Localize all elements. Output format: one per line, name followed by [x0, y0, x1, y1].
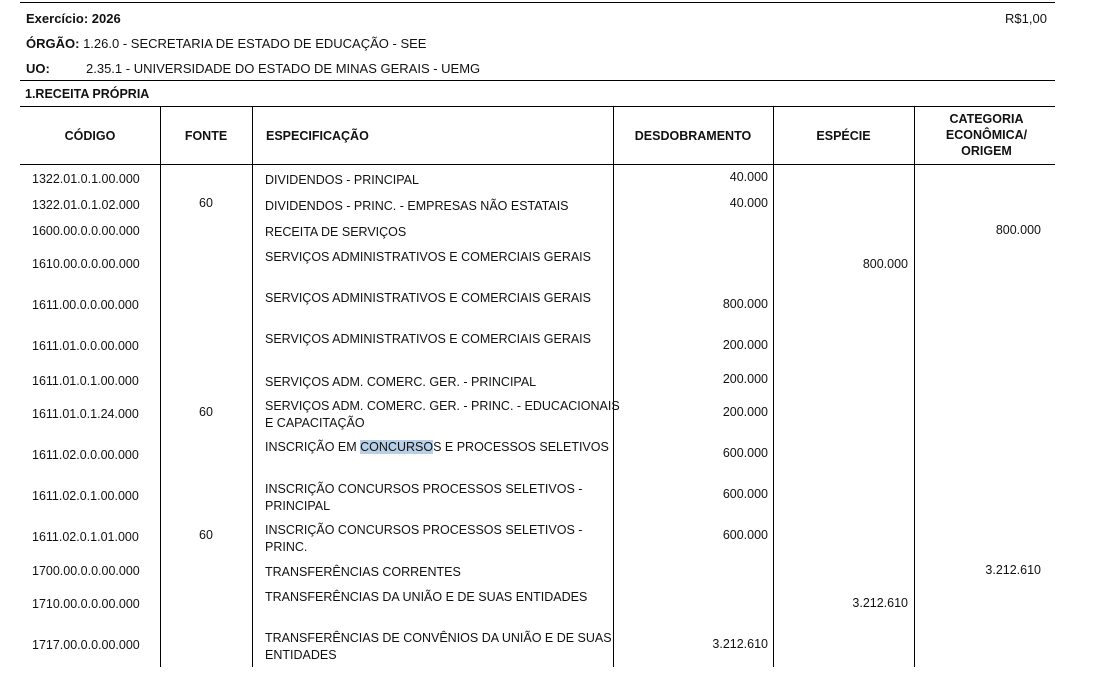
row-desdobramento: 600.000: [722, 487, 768, 501]
row-codigo: 1610.00.0.0.00.000: [32, 257, 140, 271]
row-especificacao: TRANSFERÊNCIAS CORRENTES: [265, 565, 461, 579]
row-especificacao: INSCRIÇÃO CONCURSOS PROCESSOS SELETIVOS - PRINC.: [265, 523, 583, 554]
col-codigo: CÓDIGO: [64, 129, 116, 143]
row-especificacao: INSCRIÇÃO CONCURSOS PROCESSOS SELETIVOS - PRINCIPAL: [265, 482, 583, 513]
row-codigo: 1717.00.0.0.00.000: [32, 638, 140, 652]
row-codigo: 1322.01.0.1.02.000: [32, 198, 140, 212]
row-fonte: 60: [199, 405, 213, 419]
row-codigo: 1611.02.0.1.01.000: [32, 530, 139, 544]
col-fonte: FONTE: [184, 129, 228, 143]
row-fonte: 60: [199, 528, 213, 542]
row-fonte: 60: [199, 196, 213, 210]
uo-value: 2.35.1 - UNIVERSIDADE DO ESTADO DE MINAS GERAIS - UEMG: [86, 61, 481, 76]
row-codigo: 1611.02.0.1.00.000: [32, 489, 139, 503]
spec-text-post: S E PROCESSOS SELETIVOS: [433, 440, 609, 454]
row-desdobramento: 3.212.610: [712, 637, 768, 651]
column-divider: [252, 107, 253, 667]
row-codigo: 1611.01.0.1.24.000: [32, 407, 139, 421]
row-desdobramento: 40.000: [729, 170, 768, 184]
row-especificacao: SERVIÇOS ADMINISTRATIVOS E COMERCIAIS GERAIS: [265, 250, 591, 264]
row-desdobramento: 200.000: [722, 405, 768, 419]
table-header-rule: [20, 164, 1055, 165]
top-rule: [20, 2, 1055, 3]
row-codigo: 1600.00.0.0.00.000: [32, 224, 140, 238]
row-especificacao: [265, 439, 625, 456]
row-codigo: 1611.00.0.0.00.000: [32, 298, 139, 312]
uo-line: [26, 61, 481, 76]
row-desdobramento: 600.000: [722, 528, 768, 542]
row-especie: 800.000: [862, 257, 908, 271]
row-especificacao: SERVIÇOS ADMINISTRATIVOS E COMERCIAIS GERAIS: [265, 291, 591, 305]
section-rule: [20, 80, 1055, 81]
section-title: 1.RECEITA PRÓPRIA: [25, 87, 150, 101]
row-codigo: 1611.02.0.0.00.000: [32, 448, 139, 462]
row-especificacao: TRANSFERÊNCIAS DE CONVÊNIOS DA UNIÃO E DE SUAS ENTIDADES: [265, 631, 612, 662]
uo-label: UO:: [26, 61, 50, 76]
table-top-rule: [20, 106, 1055, 107]
col-especificacao: ESPECIFICAÇÃO: [266, 129, 369, 143]
row-codigo: 1700.00.0.0.00.000: [32, 564, 140, 578]
col-categoria-line2: ECONÔMICA/: [945, 128, 1028, 142]
column-divider: [773, 107, 774, 667]
row-codigo: 1710.00.0.0.00.000: [32, 597, 140, 611]
row-desdobramento: 200.000: [722, 338, 768, 352]
row-especificacao: SERVIÇOS ADMINISTRATIVOS E COMERCIAIS GERAIS: [265, 332, 591, 346]
col-categoria: [914, 111, 1059, 159]
row-especie: 3.212.610: [852, 596, 908, 610]
row-desdobramento: 40.000: [729, 196, 768, 210]
col-especie: ESPÉCIE: [816, 129, 871, 143]
column-divider: [914, 107, 915, 667]
row-especificacao: DIVIDENDOS - PRINC. - EMPRESAS NÃO ESTATAIS: [265, 199, 569, 213]
search-highlight: CONCURSO: [360, 440, 434, 454]
col-desdobramento: DESDOBRAMENTO: [634, 129, 752, 143]
row-categoria: 800.000: [995, 223, 1041, 237]
row-desdobramento: 200.000: [722, 372, 768, 386]
orgao-value: 1.26.0 - SECRETARIA DE ESTADO DE EDUCAÇÃO - SEE: [83, 36, 427, 51]
row-desdobramento: 800.000: [722, 297, 768, 311]
row-categoria: 3.212.610: [985, 563, 1041, 577]
row-codigo: 1611.01.0.0.00.000: [32, 339, 139, 353]
row-codigo: 1611.01.0.1.00.000: [32, 374, 139, 388]
col-categoria-line1: CATEGORIA: [949, 112, 1024, 126]
spec-text-pre: INSCRIÇÃO EM: [265, 440, 361, 454]
row-especificacao: SERVIÇOS ADM. COMERC. GER. - PRINC. - EDUCACIONAIS E CAPACITAÇÃO: [265, 399, 620, 430]
row-desdobramento: 600.000: [722, 446, 768, 460]
row-codigo: 1322.01.0.1.00.000: [32, 172, 140, 186]
orgao-line: [26, 36, 426, 51]
currency-unit: R$1,00: [1005, 11, 1047, 26]
exercicio: Exercício: 2026: [26, 11, 121, 26]
row-especificacao: RECEITA DE SERVIÇOS: [265, 225, 407, 239]
orgao-label: ÓRGÃO:: [26, 36, 80, 51]
row-especificacao: SERVIÇOS ADM. COMERC. GER. - PRINCIPAL: [265, 375, 537, 389]
col-categoria-line3: ORIGEM: [961, 144, 1012, 158]
row-especificacao: DIVIDENDOS - PRINCIPAL: [265, 173, 419, 187]
row-especificacao: TRANSFERÊNCIAS DA UNIÃO E DE SUAS ENTIDADES: [265, 590, 588, 604]
